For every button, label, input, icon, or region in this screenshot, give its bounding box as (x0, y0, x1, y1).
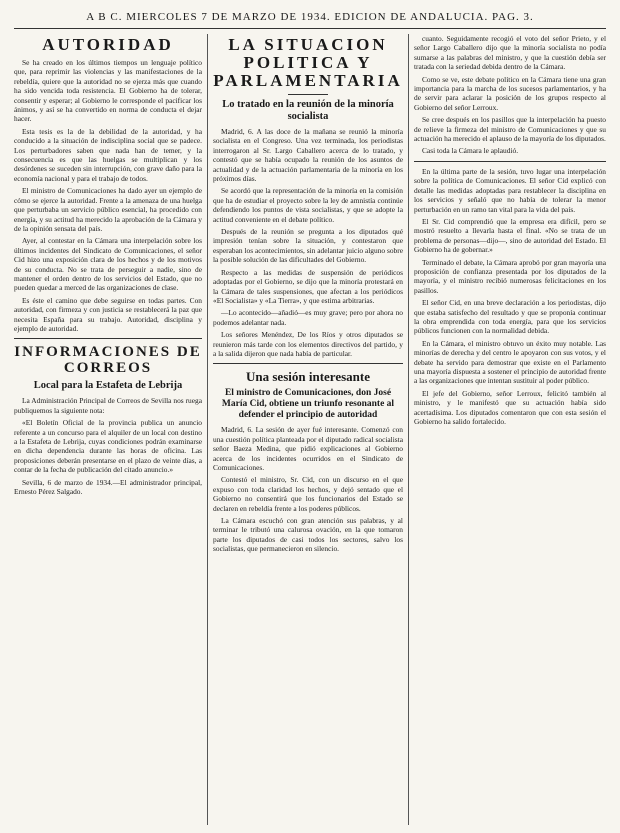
column-left (14, 34, 202, 825)
paragraph: La Administración Principal de Correos de Sevilla nos ruega publiquemos la siguiente nota: (14, 396, 202, 415)
subheadline-minoria-socialista: Lo tratado en la reunión de la minoría socialista (222, 99, 394, 122)
paragraph: El señor Cid, en una breve declaración a los periodistas, dijo que estaba satisfecho del resultado y que se proponía continuar la obra emprendida con toda energía, para que los servicios públicos funcionen con la normalidad debida. (414, 298, 606, 336)
paragraph: Los señores Menéndez, De los Ríos y otros diputados se reunieron más tarde con los elementos directivos del partido, y a la salida dijeron que nada había de particular. (213, 330, 403, 358)
column-middle (213, 34, 403, 825)
paragraph: Respecto a las medidas de suspensión de periódicos adoptadas por el Gobierno, se dijo que la minoría protestará en la Cámara de tales suspensiones, que afectan a los periódicos «El Socialista» y «La Tierra», y que estima arbitrarias. (213, 267, 403, 305)
paragraph: Se ha creado en los últimos tiempos un lenguaje político que, para reprimir las violencias y las manifestaciones de la rebeldía, quiere que la autoridad no se ejerza más que cuando ha sido vencida toda resistencia. El Gobierno ha de tolerar, consentir y esperar; al Gobierno le corresponde el pacificar los ánimos, y así se ha convertido en norma de conducta el dejar hacer. (14, 58, 202, 124)
paragraph: Se cree después en los pasillos que la interpelación ha puesto de relieve la firmeza del ministro de Comunicaciones y que su actuación ha merecido el aplauso de la mayoría de los diputados. (414, 115, 606, 144)
paragraph: Ayer, al contestar en la Cámara una interpelación sobre los últimos incidentes del Sindicato de Comunicaciones, el señor Cid hizo una exposición clara de los hechos y de los motivos de su conducta. No se trata de perseguir a nadie, sino de mantener el orden dentro de los servicios del Estado, que no pueden quedar a merced de las organizaciones de clase. (14, 236, 202, 293)
paragraph: El Sr. Cid comprendió que la empresa era difícil, pero se mostró resuelto a llevarla hasta el final. «No se trata de un problema de personas—dijo—, sino de autoridad del Estado. El Gobierno ha de gobernar.» (414, 216, 606, 255)
page-header: A B C. MIERCOLES 7 DE MARZO DE 1934. EDICION DE ANDALUCIA. PAG. 3. (14, 6, 606, 29)
paragraph: Se acordó que la representación de la minoría en la comisión que ha de estudiar el proyecto sobre la ley de amnistía continúe defendiendo los puntos de vista socialistas, y que se adopte la actitud conveniente en el debate político. (213, 186, 403, 224)
paragraph: Como se ve, este debate político en la Cámara tiene una gran importancia para la marcha de los sucesos parlamentarios, y ha de servir para aclarar la posición de los grupos respecto al Gobierno del señor Lerroux. (414, 74, 606, 112)
paragraph: Esta tesis es la de la debilidad de la autoridad, y ha conducido a la situación de indisciplina social que se padece. Los perturbadores saben que nada han de temer, y la consecuencia es que las huelgas se multiplican y los desórdenes se suceden sin interrupción, con grave daño para la economía nacional y para el trabajo de todos. (14, 126, 202, 183)
paragraph: «El Boletín Oficial de la provincia publica un anuncio referente a un concurso para el alquiler de un local con destino a la Estafeta de Lebrija, cuyas condiciones podrán examinarse en dicha dependencia durante las horas de oficina. Las proposiciones deberán presentarse en el plazo de veinte días, a contar de la fecha de publicación del citado anuncio.» (14, 418, 202, 475)
paragraph: Es éste el camino que debe seguirse en todas partes. Con autoridad, con firmeza y con justicia se restablecerá la paz que necesita España para su trabajo. Autoridad, disciplina y ejemplo de autoridad. (14, 295, 202, 333)
paragraph: cuanto. Seguidamente recogió el voto del señor Prieto, y el señor Largo Caballero dijo que la minoría socialista no podía sumarse a las palabras del ministro, y que la cuestión debía ser tratada con la seriedad debida dentro de la Cámara. (414, 34, 606, 72)
paragraph: Contestó el ministro, Sr. Cid, con un discurso en el que expuso con toda claridad los hechos, y dejó sentado que el Gobierno no consentirá que los funcionarios del Estado se declaren en rebeldía frente a los poderes públicos. (213, 475, 403, 513)
subheadline-ministro-cid: El ministro de Comunicaciones, don José María Cid, obtiene un triunfo resonante al defender el principio de autoridad (221, 388, 395, 421)
column-right (414, 34, 606, 825)
paragraph: Madrid, 6. La sesión de ayer fué interesante. Comenzó con una cuestión política planteada por el diputado radical socialista señor Baeza Medina, que pidió explicaciones al Gobierno acerca de los incidentes ocurridos en el Sindicato de Comunicaciones. (213, 425, 403, 472)
separator (288, 94, 328, 95)
paragraph: Madrid, 6. A las doce de la mañana se reunió la minoría socialista en el Congreso. Una vez terminada, los periodistas interrogaron al Sr. Largo Caballero acerca de lo tratado, y contestó que se había ocupado la reunión de los asuntos de actualidad y de la actuación parlamentaria de la minoría en los próximos días. (213, 127, 403, 184)
paragraph: Sevilla, 6 de marzo de 1934.—El administrador principal, Ernesto Pérez Salgado. (14, 477, 202, 497)
paragraph: Después de la reunión se pregunta a los diputados qué impresión tenían sobre la situación, y contestaron que esperaban los acontecimientos, sin adelantar juicio alguno sobre la posible solución de las dificultades del Gobierno. (213, 227, 403, 265)
paragraph: En la última parte de la sesión, tuvo lugar una interpelación sobre la política de Comunicaciones. El señor Cid explicó con detalle las medidas adoptadas para restablecer la disciplina en los servicios y señaló que no había de tolerar la menor perturbación en un ramo tan vital para la vida del país. (414, 166, 606, 214)
article-title-situacion-politica: LA SITUACION POLITICA Y PARLAMENTARIA (213, 35, 403, 90)
paragraph: En la Cámara, el ministro obtuvo un éxito muy notable. Las minorías de derecha y del centro le apoyaron con sus votos, y el debate ha servido para demostrar que existe en el Parlamento una mayoría dispuesta a sostener el principio de autoridad frente a las organizaciones que intentan sustituir al poder público. (414, 338, 606, 386)
article-title-autoridad: AUTORIDAD (42, 35, 174, 54)
section-rule (14, 338, 202, 339)
column-divider (207, 34, 208, 825)
column-divider (408, 34, 409, 825)
paragraph: La Cámara escuchó con gran atención sus palabras, y al terminar le tributó una calurosa ovación, en la que tomaron parte los diputados de casi todos los sectores, salvo los socialistas, que permanecieron en silencio. (213, 516, 403, 554)
paragraph: El ministro de Comunicaciones ha dado ayer un ejemplo de cómo se ejerce la autoridad. Frente a la amenaza de una huelga que perturbaba un servicio público esencial, ha procedido con energía, y su actitud ha merecido la aprobación de la Cámara y de la opinión sensata del país. (14, 186, 202, 233)
headline-sesion-interesante: Una sesión interesante (246, 369, 370, 385)
section-rule (213, 363, 403, 364)
section-rule (414, 161, 606, 162)
paragraph: Casi toda la Cámara le aplaudió. (422, 146, 519, 156)
paragraph: El jefe del Gobierno, señor Lerroux, felicitó también al ministro, y le manifestó que su actuación había sido acertadísima. Los diputados comentaron que con esta sesión el Gobierno ha salido fortalecido. (414, 388, 606, 427)
paragraph: —Lo acontecido—añadió—es muy grave; pero por ahora no podemos adelantar nada. (213, 308, 403, 327)
paragraph: Terminado el debate, la Cámara aprobó por gran mayoría una proposición de confianza presentada por los diputados de la mayoría, y el ministro recibió numerosas felicitaciones en los pasillos. (414, 257, 606, 295)
section-title-correos: INFORMACIONES DE CORREOS (14, 344, 202, 377)
subheadline-lebrija: Local para la Estafeta de Lebrija (33, 380, 183, 392)
